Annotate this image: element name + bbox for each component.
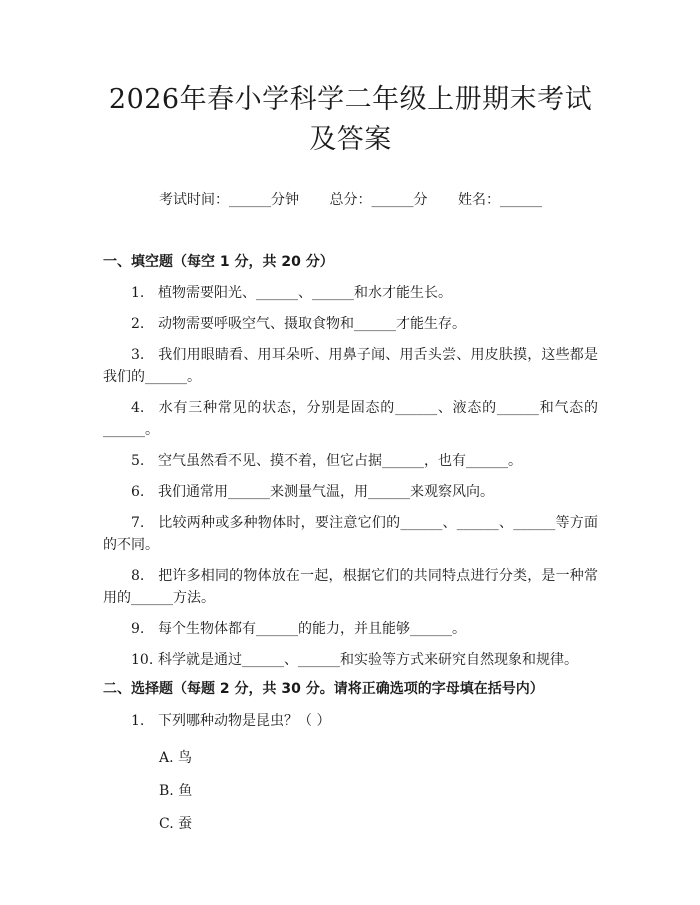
question-number: 9. [131,621,145,637]
question-text: 比较两种或多种物体时，要注意它们的______、______、______等方面的不同。 [103,515,598,553]
question-item [103,397,598,441]
question-number: 6. [131,484,145,500]
question-item [103,344,598,388]
section-title-multiple-choice: 二、选择题（每题 2 分，共 30 分。请将正确选项的字母填在括号内） [103,681,544,697]
exam-name: 姓名：______ [457,192,542,208]
question-text: 水有三种常见的状态，分别是固态的______、液态的______和气态的______。 [103,400,598,438]
question-text: 动物需要呼吸空气、摄取食物和______才能生存。 [158,316,466,332]
question-number: 10. [131,652,154,668]
choice-option-c: C. 蚕 [159,816,193,832]
question-number: 7. [131,515,145,531]
question-number: 5. [131,453,145,469]
question-text: 植物需要阳光、______、______和水才能生长。 [158,285,452,301]
question-number: 4. [131,400,145,416]
choice-option-a: A. 鸟 [159,750,193,766]
question-text: 科学就是通过______、______和实验等方式来研究自然现象和规律。 [158,652,578,668]
question-number: 3. [131,347,145,363]
question-item [103,710,598,732]
question-item [103,450,598,472]
question-text: 下列哪种动物是昆虫？（ ） [158,713,331,729]
question-number: 8. [131,568,145,584]
question-number: 1. [131,285,145,301]
question-text: 我们通常用______来测量气温，用______来观察风向。 [158,484,494,500]
question-item [103,618,598,640]
question-text: 把许多相同的物体放在一起，根据它们的共同特点进行分类，是一种常用的______方法。 [103,568,598,606]
question-item [103,512,598,556]
question-item [103,282,598,304]
question-text: 空气虽然看不见、摸不着，但它占据______，也有______。 [158,453,522,469]
choice-option-b: B. 鱼 [159,783,193,799]
section-title-fill-blank: 一、填空题（每空 1 分，共 20 分） [103,254,334,270]
exam-info [103,190,598,210]
question-number: 1. [131,713,145,729]
page-title: 2026年春小学科学二年级上册期末考试及答案 [108,84,593,155]
exam-time: 考试时间：______分钟 [159,192,300,208]
question-text: 我们用眼睛看、用耳朵听、用鼻子闻、用舌头尝、用皮肤摸，这些都是我们的______。 [103,347,598,385]
exam-score: 总分：______分 [329,192,428,208]
question-item [103,481,598,503]
question-number: 2. [131,316,145,332]
question-item [103,313,598,335]
question-item [103,565,598,609]
question-item [103,649,598,671]
question-text: 每个生物体都有______的能力，并且能够______。 [158,621,466,637]
